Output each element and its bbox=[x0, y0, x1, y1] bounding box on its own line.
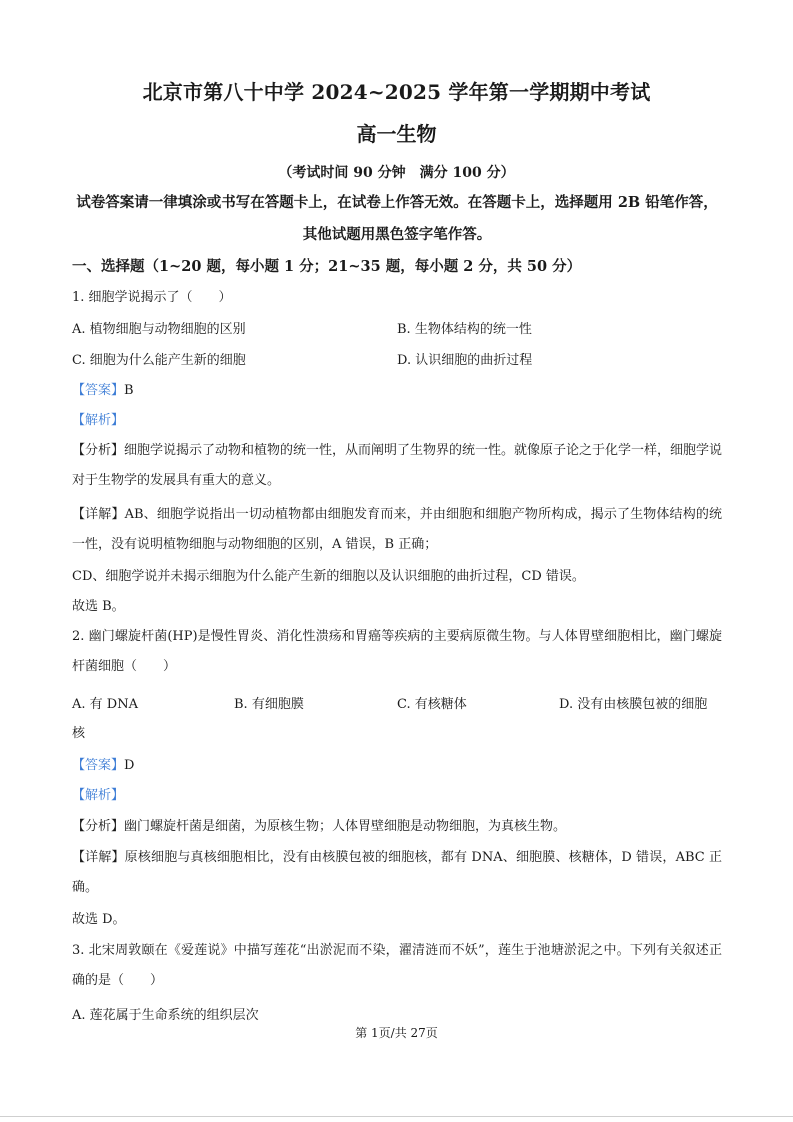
section-title: 一、选择题（1~20 题，每小题 1 分；21~35 题，每小题 2 分，共 50 分） bbox=[72, 258, 582, 275]
answer-label: 【答案】 bbox=[72, 383, 125, 398]
q3-stem: 3. 北宋周敦颐在《爱莲说》中描写莲花“出淤泥而不染，濯清涟而不妖”，莲生于池塘淤泥之中。下列有关叙述正确的是（ ） bbox=[72, 943, 722, 988]
q1-xiangjie-2: CD、细胞学说并未揭示细胞为什么能产生新的细胞以及认识细胞的曲折过程，CD 错误。 bbox=[72, 569, 585, 584]
q2-option-d-cont: 核 bbox=[72, 726, 86, 741]
q2-xiangjie: 【详解】原核细胞与真核细胞相比，没有由核膜包被的细胞核，都有 DNA、细胞膜、核糖体，D 错误，ABC 正确。 bbox=[72, 850, 722, 895]
q1-answer bbox=[72, 381, 722, 401]
q1-option-d: D. 认识细胞的曲折过程 bbox=[397, 353, 533, 368]
q2-option-c: C. 有核糖体 bbox=[397, 697, 467, 712]
exam-title: 北京市第八十中学 2024~2025 学年第一学期期中考试 bbox=[142, 80, 651, 104]
answer-value: B bbox=[124, 383, 134, 398]
q1-stem: 1. 细胞学说揭示了（ ） bbox=[72, 290, 232, 305]
q1-fenxi: 【分析】细胞学说揭示了动物和植物的统一性，从而阐明了生物界的统一性。就像原子论之于化学一样，细胞学说对于生物学的发展具有重大的意义。 bbox=[72, 443, 723, 488]
q2-option-b: B. 有细胞膜 bbox=[234, 697, 304, 712]
page-number: 第 1页/共 27页 bbox=[355, 1026, 438, 1040]
q3-option-a: A. 莲花属于生命系统的组织层次 bbox=[72, 1008, 259, 1023]
q2-conclusion: 故选 D。 bbox=[72, 912, 126, 927]
q1-option-b: B. 生物体结构的统一性 bbox=[397, 322, 532, 337]
q1-option-a: A. 植物细胞与动物细胞的区别 bbox=[72, 322, 246, 337]
subject-title: 高一生物 bbox=[356, 122, 437, 146]
bottom-divider bbox=[0, 1116, 793, 1117]
q1-option-c: C. 细胞为什么能产生新的细胞 bbox=[72, 353, 246, 368]
q2-answer bbox=[72, 756, 722, 776]
q1-analysis-label: 【解析】 bbox=[72, 413, 125, 428]
q1-conclusion: 故选 B。 bbox=[72, 599, 125, 614]
exam-notice: 试卷答案请一律填涂或书写在答题卡上，在试卷上作答无效。在答题卡上，选择题用 2B 铅笔作答，其他试题用黑色签字笔作答。 bbox=[76, 194, 718, 243]
q2-analysis-label: 【解析】 bbox=[72, 788, 125, 803]
answer-label: 【答案】 bbox=[72, 758, 125, 773]
exam-info: （考试时间 90 分钟 满分 100 分） bbox=[278, 165, 515, 181]
q2-option-d: D. 没有由核膜包被的细胞 bbox=[559, 697, 708, 712]
q2-option-a: A. 有 DNA bbox=[72, 697, 138, 712]
q1-xiangjie: 【详解】AB、细胞学说指出一切动植物都由细胞发育而来，并由细胞和细胞产物所构成，揭示了生物体结构的统一性，没有说明植物细胞与动物细胞的区别，A 错误，B 正确； bbox=[72, 507, 722, 552]
q2-fenxi: 【分析】幽门螺旋杆菌是细菌，为原核生物；人体胃壁细胞是动物细胞，为真核生物。 bbox=[72, 819, 567, 834]
q2-stem: 2. 幽门螺旋杆菌(HP)是慢性胃炎、消化性溃疡和胃癌等疾病的主要病原微生物。与人体胃壁细胞相比，幽门螺旋杆菌细胞（ ） bbox=[72, 629, 722, 674]
answer-value: D bbox=[124, 758, 135, 773]
